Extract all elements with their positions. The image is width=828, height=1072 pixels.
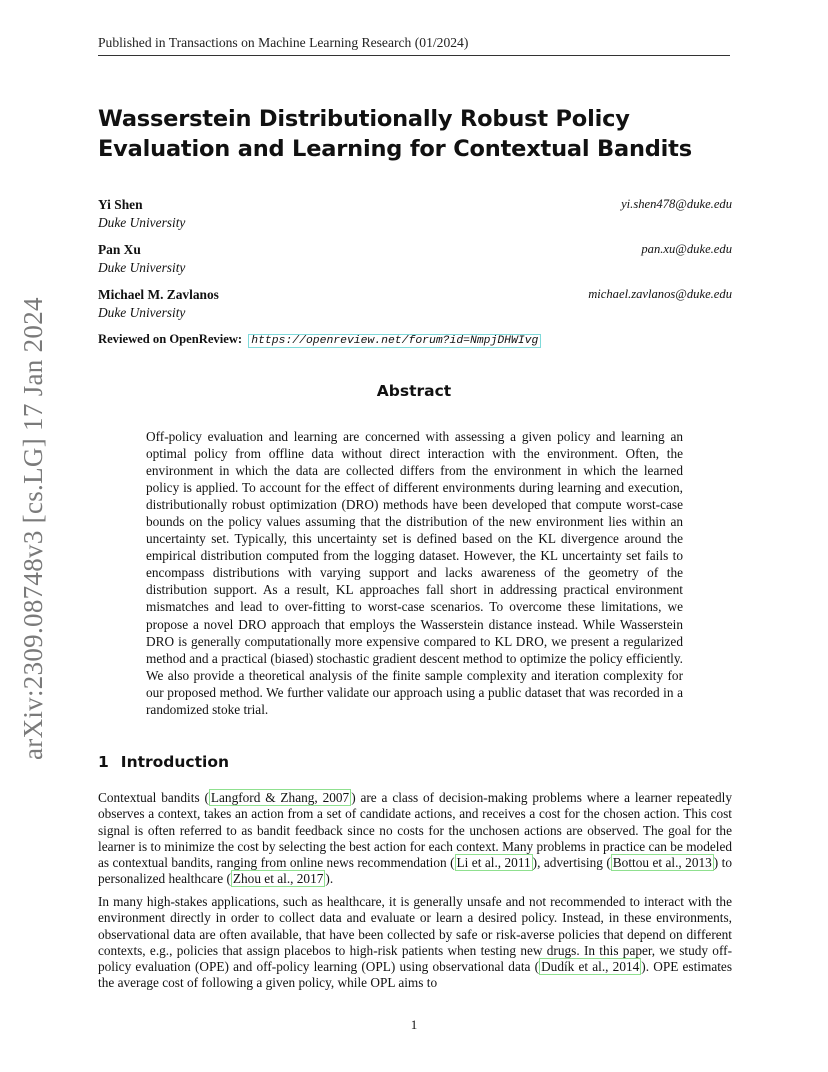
citation-link[interactable]: Bottou et al., 2013 [612, 855, 712, 871]
arxiv-side-identifier: arXiv:2309.08748v3 [cs.LG] 17 Jan 2024 [18, 297, 48, 760]
section-heading [98, 753, 229, 771]
author-affiliation: Duke University [98, 305, 186, 320]
intro-paragraph-1: Contextual bandits ( Langford & Zhang, 2007 ) are a class of decision-making problems where a learner repeatedly observes a context, takes an action from a set of candidate actions, and receives a cost for the chosen action. This cost signal is often referred to as bandit feedback since no costs for the unchosen actions are observed. The goal for the learner is to minimize the cost by selecting the best action for each context. Many problems in practice can be modeled as contextual bandits, ranging from online news recommendation ( Li et al., 2011 ), advertising ( Bottou et al., 2013 ) to personalized healthcare ( Zhou et al., 2017 ). [98, 790, 732, 887]
author-name: Yi Shen [98, 197, 143, 212]
author-email[interactable]: yi.shen478@duke.edu [621, 197, 732, 211]
abstract-heading: Abstract [376, 382, 452, 400]
paper-title: Wasserstein Distributionally Robust Policy Evaluation and Learning for Contextual Bandits [98, 106, 692, 162]
citation-link[interactable]: Zhou et al., 2017 [232, 871, 324, 887]
author-affiliation: Duke University [98, 260, 186, 275]
review-label: Reviewed on OpenReview: [98, 332, 243, 346]
page-number: 1 [410, 1017, 418, 1032]
review-line [98, 332, 541, 347]
citation-link[interactable]: Langford & Zhang, 2007 [210, 790, 350, 805]
author-1 [98, 197, 732, 231]
journal-header: Published in Transactions on Machine Learning Research (01/2024) [98, 35, 730, 56]
citation-link[interactable]: Dudík et al., 2014 [541, 959, 640, 975]
abstract-body: Off-policy evaluation and learning are concerned with assessing a given policy and learning an optimal policy from offline data without direct interaction with the environment. Often, the environment in which the data are collected differs from the environment in which the learned policy is applied. To account for the effect of different environments during learning and execution, distributionally robust optimization (DRO) methods have been developed that compute worst-case bounds on the policy values assuming that the distribution of the new environment lies within an uncertainty set. Typically, this uncertainty set is defined based on the KL divergence around the empirical distribution computed from the logging dataset. However, the KL uncertainty set fails to encompass distributions with varying support and lacks awareness of the geometry of the distribution support. As a result, KL approaches fall short in addressing practical environment mismatches and lead to over-fitting to worst-case scenarios. To overcome these limitations, we propose a novel DRO approach that employs the Wasserstein distance instead. While Wasserstein DRO is generally computationally more expensive compared to KL DRO, we present a regularized method and a practical (biased) stochastic gradient descent method to optimize the policy efficiently. We also provide a theoretical analysis of the finite sample complexity and iteration complexity for our proposed method. We further validate our approach using a public dataset that was recorded in a randomized stoke trial. [146, 429, 683, 717]
author-email[interactable]: michael.zavlanos@duke.edu [588, 287, 732, 301]
openreview-link[interactable]: https://openreview.net/forum?id=NmpjDHWIvg [248, 334, 541, 348]
author-2 [98, 242, 732, 276]
intro-paragraph-2: In many high-stakes applications, such as healthcare, it is generally unsafe and not recommended to interact with the environment directly in order to collect data and evaluate or learn a desired policy. Instead, in these environments, observational data are often available, that have been collected by safe or risk-averse policies that depend on different contexts, e.g., policies that assign placebos to high-risk patients when testing new drugs. In this paper, we study off-policy evaluation (OPE) and off-policy learning (OPL) using observational data ( Dudík et al., 2014 ). OPE estimates the average cost of following a given policy, while OPL aims to [98, 894, 732, 991]
author-name: Pan Xu [98, 242, 141, 257]
author-3 [98, 287, 732, 321]
author-affiliation: Duke University [98, 215, 186, 230]
citation-link[interactable]: Li et al., 2011 [456, 855, 531, 871]
section-title: Introduction [120, 753, 230, 771]
section-number: 1 [98, 753, 109, 771]
author-email[interactable]: pan.xu@duke.edu [641, 242, 732, 256]
author-name: Michael M. Zavlanos [98, 287, 219, 302]
